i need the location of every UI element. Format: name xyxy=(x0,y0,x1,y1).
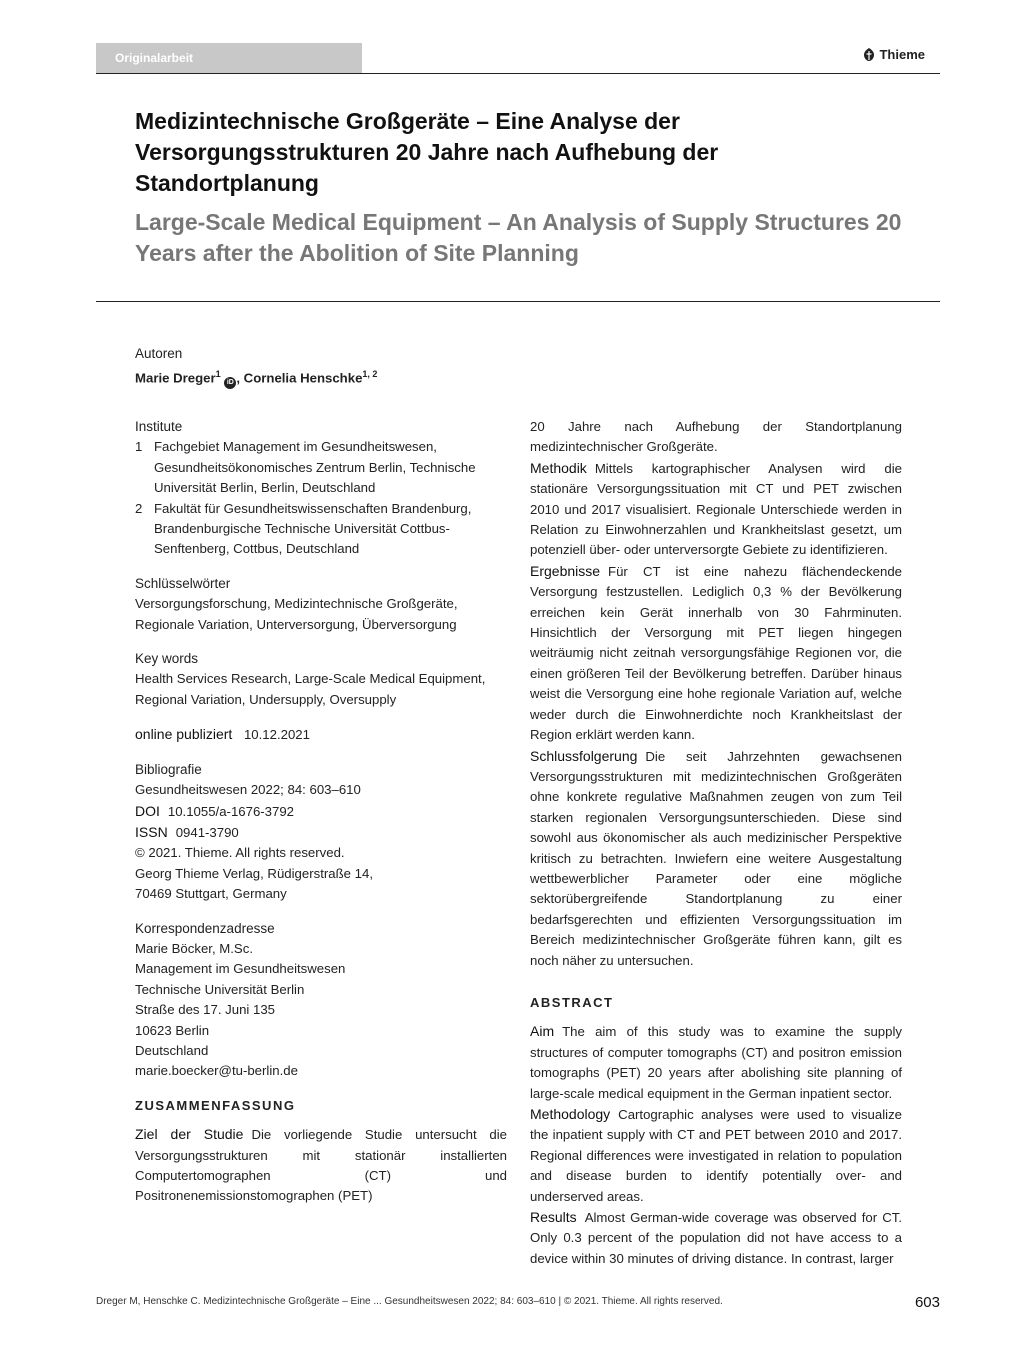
author-2-affiliation: 1, 2 xyxy=(362,369,378,380)
publisher-address-line: 70469 Stuttgart, Germany xyxy=(135,886,287,902)
publisher-name: Thieme xyxy=(879,47,925,62)
schluss-paragraph xyxy=(530,746,902,971)
methodology-text: Cartographic analyses were used to visualize the inpatient supply with CT and PET between 2010 and 2017. Regional differences were investigated in relation to population and disease burden to identify potentially over- and underserved areas. xyxy=(530,1107,902,1204)
schluss-label: Schlussfolgerung xyxy=(530,747,638,764)
doi-value[interactable]: 10.1055/a-1676-3792 xyxy=(167,803,295,819)
institute-number: 1 xyxy=(135,439,143,455)
publisher-logo xyxy=(863,47,925,62)
author-1-affiliation: 1 xyxy=(215,369,221,380)
issn-line xyxy=(135,822,507,843)
header-rule xyxy=(96,73,940,74)
thieme-logo-icon xyxy=(863,48,875,61)
correspondence-line: Technische Universität Berlin xyxy=(135,981,305,997)
institute-text: Fakultät für Gesundheitswissenschaften Brandenburg, Brandenburgische Technische Universität Cottbus-Senftenberg, Cottbus, Deutschland xyxy=(154,500,472,557)
methodology-paragraph xyxy=(530,1104,902,1207)
correspondence-email[interactable]: marie.boecker@tu-berlin.de xyxy=(135,1063,298,1079)
schluss-text: Die seit Jahrzehnten gewachsenen Versorgungsstrukturen mit medizintechnischen Großgeräten ohne konkrete regulative Maßnahmen zeugen von zum Teil starken regionalen Versorgungsunterschieden. Diese sind sowohl aus ökonomischer als auch medizinischer Perspektive kritisch zu betrachten. Inwiefern eine weitere Ausgestaltung wettbewerblicher Parameter oder eine mögliche sektorübergreifende Standortplanung zu einer bedarfsgerechten und effizienten Versorgungssituation im Bereich medizintechnischer Großgeräte führen kann, gilt es noch näher zu untersuchen. xyxy=(530,748,902,968)
keywords-en-block xyxy=(135,649,507,710)
issn-label: ISSN xyxy=(135,823,168,840)
online-label: online publiziert xyxy=(135,726,233,743)
abstract-heading: ABSTRACT xyxy=(530,994,614,1010)
institute-item xyxy=(135,499,507,560)
correspondence-label: Korrespondenzadresse xyxy=(135,920,275,936)
ziel-continuation: 20 Jahre nach Aufhebung der Standortplanung medizintechnischer Großgeräte. xyxy=(530,419,902,455)
page-number: 603 xyxy=(914,1294,940,1311)
ergebnisse-label: Ergebnisse xyxy=(530,562,601,579)
ziel-label: Ziel der Studie xyxy=(135,1126,244,1143)
author-2: Cornelia Henschke xyxy=(243,370,363,386)
methodology-label: Methodology xyxy=(530,1106,611,1122)
author-1: Marie Dreger xyxy=(135,370,216,386)
title-german: Medizintechnische Großgeräte – Eine Analyse der Versorgungsstrukturen 20 Jahre nach Aufhebung der Standortplanung xyxy=(135,108,719,196)
institute-number: 2 xyxy=(135,500,143,516)
aim-text: The aim of this study was to examine the supply structures of computer tomographs (CT) and positron emission tomographs (PET) 20 years after abolishing site planning of large-scale medical equipment in the German inpatient sector. xyxy=(530,1024,902,1101)
online-published xyxy=(135,724,507,745)
title-english: Large-Scale Medical Equipment – An Analysis of Supply Structures 20 Years after the Abolition of Site Planning xyxy=(135,209,902,266)
methodik-text: Mittels kartographischer Analysen wird die stationäre Versorgungssituation mit CT und PET zwischen 2010 und 2017 visualisiert. Regionale Unterschiede werden in Relation zu Einwohnerzahlen und Krankheitslast gesetzt, um potenziell über- oder unterversorgte Gebiete zu identifizieren. xyxy=(530,460,902,558)
issn-value: 0941-3790 xyxy=(175,824,239,840)
aim-paragraph xyxy=(530,1021,902,1104)
results-text: Almost German-wide coverage was observed for CT. Only 0.3 percent of the population did not have access to a device within 30 minutes of driving distance. In contrast, larger xyxy=(530,1210,902,1266)
keywords-de-block xyxy=(135,574,507,635)
orcid-icon[interactable]: iD xyxy=(224,377,236,389)
correspondence-line: Marie Böcker, M.Sc. xyxy=(135,940,253,956)
ziel-paragraph xyxy=(135,1124,507,1207)
doi-line xyxy=(135,801,507,822)
correspondence-line: Deutschland xyxy=(135,1042,209,1058)
correspondence-line: Straße des 17. Juni 135 xyxy=(135,1002,276,1018)
title-rule xyxy=(96,301,940,302)
copyright-line: © 2021. Thieme. All rights reserved. xyxy=(135,845,345,861)
left-column xyxy=(135,417,507,1207)
doi-label: DOI xyxy=(135,802,160,819)
institutes-block xyxy=(135,417,507,560)
institute-item xyxy=(135,437,507,498)
methodik-label: Methodik xyxy=(530,459,587,476)
online-date: 10.12.2021 xyxy=(243,727,310,743)
footer-citation: Dreger M, Henschke C. Medizintechnische Großgeräte – Eine ... Gesundheitswesen 2022; 84: 603–610 | © 2021. Thieme. All rights reserved. xyxy=(96,1296,723,1307)
right-column xyxy=(530,417,902,1269)
correspondence-block xyxy=(135,919,507,1082)
aim-label: Aim xyxy=(530,1023,555,1040)
zusammenfassung-heading: ZUSAMMENFASSUNG xyxy=(135,1097,296,1113)
bibliography-label: Bibliografie xyxy=(135,761,202,777)
authors-block xyxy=(135,344,507,389)
methodik-paragraph xyxy=(530,458,902,561)
correspondence-line: Management im Gesundheitswesen xyxy=(135,961,346,977)
ziel-text: Die vorliegende Studie untersucht die Versorgungsstrukturen mit stationär installierten Computertomographen (CT) und Positronenemissionstomographen (PET) xyxy=(135,1127,507,1204)
ergebnisse-text: Für CT ist eine nahezu flächendeckende Versorgung festzustellen. Lediglich 0,3 % der Bevölkerung erreichen kein Gerät innerhalb von 30 Fahrminuten. Hinsichtlich der Versorgung mit PET liegen hingegen weiträumig nicht zeitnah versorgungsfähige Regionen vor, die einen größeren Teil der Bevölkerung betreffen. Darüber hinaus weist die Versorgung eine hohe regionale Variation auf, welche weder durch die Einwohnerdichte noch Krankheitslast der Region erklärt werden kann. xyxy=(530,563,902,743)
institutes-label: Institute xyxy=(135,419,183,434)
keywords-de-label: Schlüsselwörter xyxy=(135,575,231,591)
section-tag: Originalarbeit xyxy=(96,43,362,73)
keywords-de-text: Versorgungsforschung, Medizintechnische Großgeräte, Regionale Variation, Unterversorgung, Überversorgung xyxy=(135,596,458,632)
bibliography-citation: Gesundheitswesen 2022; 84: 603–610 xyxy=(135,782,361,798)
correspondence-line: 10623 Berlin xyxy=(135,1022,210,1038)
ergebnisse-paragraph xyxy=(530,561,902,746)
keywords-en-text: Health Services Research, Large-Scale Medical Equipment, Regional Variation, Undersupply, Oversupply xyxy=(135,671,486,707)
publisher-address-line: Georg Thieme Verlag, Rüdigerstraße 14, xyxy=(135,865,373,881)
institute-text: Fachgebiet Management im Gesundheitswesen, Gesundheitsökonomisches Zentrum Berlin, Technische Universität Berlin, Berlin, Deutschland xyxy=(154,439,476,496)
authors-label: Autoren xyxy=(135,346,183,361)
author-separator: , xyxy=(236,370,240,386)
keywords-en-label: Key words xyxy=(135,651,199,667)
results-label: Results xyxy=(530,1209,577,1226)
bibliography-block xyxy=(135,760,507,905)
results-paragraph xyxy=(530,1207,902,1269)
zusammenfassung-start xyxy=(135,1096,507,1207)
authors-list xyxy=(135,364,507,389)
